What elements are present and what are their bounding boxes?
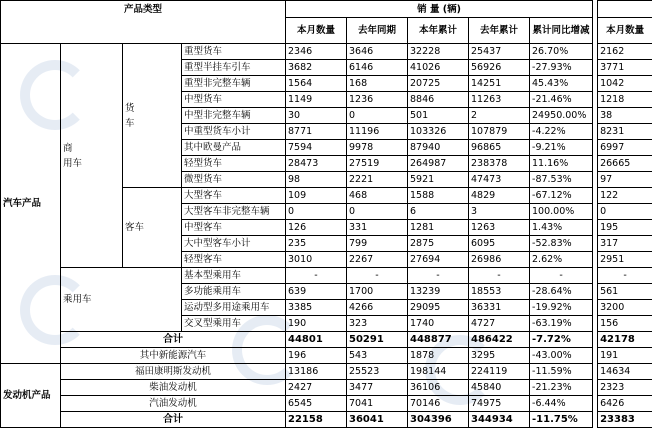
cell: 3385 [286,300,347,316]
cell: -11.75% [530,412,593,428]
row-label: 轻型货车 [182,156,286,172]
engine-total-label: 合计 [61,412,286,428]
cell: - [530,268,593,284]
cell: 4829 [469,188,530,204]
cell: 1042 [598,76,652,92]
cell: 196 [286,348,347,364]
cell: 96865 [469,140,530,156]
cell: 2346 [286,44,347,60]
row-label: 中型客车 [182,220,286,236]
cell: 2875 [408,236,469,252]
cell: 36331 [469,300,530,316]
cell: 3295 [469,348,530,364]
cell: 41026 [408,60,469,76]
cell: 9978 [347,140,408,156]
cell: 56926 [469,60,530,76]
cell: 126 [286,220,347,236]
row-label: 交叉型乘用车 [182,316,286,332]
cell: 1700 [347,284,408,300]
group-trucks: 货 车 [123,44,182,188]
cell: 1878 [408,348,469,364]
row-label: 柴油发动机 [61,380,286,396]
cell: 501 [408,108,469,124]
cell: 468 [347,188,408,204]
cell: 25523 [347,364,408,380]
cell: 1218 [598,92,652,108]
cell: 8771 [286,124,347,140]
cell: -52.83% [530,236,593,252]
cell: 2162 [598,44,652,60]
cell: 3010 [286,252,347,268]
cell: 191 [598,348,652,364]
cell: 11263 [469,92,530,108]
extra-header-blank [598,1,652,18]
cell: 2427 [286,380,347,396]
cell: 639 [286,284,347,300]
cell: 24950.00% [530,108,593,124]
cell: 38 [598,108,652,124]
cell: 22158 [286,412,347,428]
cell: 50291 [347,332,408,348]
cell: 6997 [598,140,652,156]
cell: 3200 [598,300,652,316]
cell: 190 [286,316,347,332]
cell: 0 [347,204,408,220]
row-label: 大型客车非完整车辆 [182,204,286,220]
row-label: 福田康明斯发动机 [61,364,286,380]
cell: 0 [598,204,652,220]
cell: -28.64% [530,284,593,300]
group-commercial-vehicles: 商 用车 [61,44,123,268]
cell: -67.12% [530,188,593,204]
product-type-header: 产品类型 [1,1,286,44]
cell: 0 [286,204,347,220]
cell: - [408,268,469,284]
cell: 87940 [408,140,469,156]
cell: 122 [598,188,652,204]
cell: - [469,268,530,284]
cell: 331 [347,220,408,236]
cell: 27519 [347,156,408,172]
cell: 3771 [598,60,652,76]
cell: 198144 [408,364,469,380]
cell: 25437 [469,44,530,60]
cell: 1263 [469,220,530,236]
cell: 561 [598,284,652,300]
cell: 70146 [408,396,469,412]
cell: -43.00% [530,348,593,364]
row-label: 大中型客车小计 [182,236,286,252]
cell: - [598,268,652,284]
col-header-last-ytd: 去年累计 [469,18,530,44]
cell: 6146 [347,60,408,76]
cell: 11196 [347,124,408,140]
cell: 2 [469,108,530,124]
cell: -21.46% [530,92,593,108]
new-energy-label: 其中新能源汽车 [61,348,286,364]
cell: 2221 [347,172,408,188]
vehicle-total-label: 合计 [61,332,286,348]
cell: 1.43% [530,220,593,236]
cell: - [347,268,408,284]
cell: 6426 [598,396,652,412]
row-label: 运动型多用途乘用车 [182,300,286,316]
cell: 8231 [598,124,652,140]
col-header-month-extra: 本月数量 [598,18,652,44]
cell: 2951 [598,252,652,268]
cell: 486422 [469,332,530,348]
cell: 6 [408,204,469,220]
row-label: 中型非完整车辆 [182,108,286,124]
cell: 5921 [408,172,469,188]
cell: 18553 [469,284,530,300]
cell: 13186 [286,364,347,380]
cell: 235 [286,236,347,252]
cell: - [286,268,347,284]
cell: 0 [347,108,408,124]
cell: 26986 [469,252,530,268]
cell: 4266 [347,300,408,316]
cell: 323 [347,316,408,332]
cell: 20725 [408,76,469,92]
cell: 1740 [408,316,469,332]
cell: 195 [598,220,652,236]
cell: 103326 [408,124,469,140]
cell: 8846 [408,92,469,108]
cell: 317 [598,236,652,252]
cell: 3682 [286,60,347,76]
cell: 448877 [408,332,469,348]
cell: 107879 [469,124,530,140]
cell: -7.72% [530,332,593,348]
row-label: 基本型乘用车 [182,268,286,284]
cell: 264987 [408,156,469,172]
cell: 2267 [347,252,408,268]
row-label: 重型半挂车引车 [182,60,286,76]
row-label: 多功能乘用车 [182,284,286,300]
cell: 11.16% [530,156,593,172]
group-vehicle-products: 汽车产品 [1,44,61,364]
col-header-yoy-change: 累计同比增减 [530,18,593,44]
cell: 1236 [347,92,408,108]
col-header-ytd: 本年累计 [408,18,469,44]
cell: 42178 [598,332,652,348]
cell: 45.43% [530,76,593,92]
cell: 1281 [408,220,469,236]
cell: -63.19% [530,316,593,332]
cell: 1588 [408,188,469,204]
cell: 26665 [598,156,652,172]
col-header-month: 本月数量 [286,18,347,44]
cell: 1564 [286,76,347,92]
cell: 44801 [286,332,347,348]
cell: -11.59% [530,364,593,380]
cell: 74975 [469,396,530,412]
cell: 28473 [286,156,347,172]
cell: 1149 [286,92,347,108]
cell: 100.00% [530,204,593,220]
cell: -27.93% [530,60,593,76]
cell: 45840 [469,380,530,396]
cell: -6.44% [530,396,593,412]
cell: 29095 [408,300,469,316]
row-label: 轻型客车 [182,252,286,268]
col-header-last-year: 去年同期 [347,18,408,44]
cell: 23383 [598,412,652,428]
row-label: 重型非完整车辆 [182,76,286,92]
cell: 224119 [469,364,530,380]
cell: 156 [598,316,652,332]
cell: 98 [286,172,347,188]
cell: 14251 [469,76,530,92]
sales-group-header: 销 量 (辆) [286,1,593,18]
cell: 14634 [598,364,652,380]
row-label: 重型货车 [182,44,286,60]
cell: 799 [347,236,408,252]
cell: 6545 [286,396,347,412]
cell: 2.62% [530,252,593,268]
group-engine-products: 发动机产品 [1,364,61,428]
row-label: 微型货车 [182,172,286,188]
cell: 97 [598,172,652,188]
row-label: 其中欧曼产品 [182,140,286,156]
row-label: 中型货车 [182,92,286,108]
cell: 4727 [469,316,530,332]
cell: 304396 [408,412,469,428]
cell: 238378 [469,156,530,172]
cell: 13239 [408,284,469,300]
cell: -9.21% [530,140,593,156]
cell: -4.22% [530,124,593,140]
cell: 543 [347,348,408,364]
cell: 344934 [469,412,530,428]
cell: 7594 [286,140,347,156]
row-label: 中重型货车小计 [182,124,286,140]
cell: 6095 [469,236,530,252]
group-buses: 客车 [123,188,182,268]
cell: 30 [286,108,347,124]
cell: 26.70% [530,44,593,60]
cell: 32228 [408,44,469,60]
cell: 27694 [408,252,469,268]
cell: 109 [286,188,347,204]
cell: 3646 [347,44,408,60]
cell: 168 [347,76,408,92]
group-passenger-cars: 乘用车 [61,268,182,332]
row-label: 大型客车 [182,188,286,204]
cell: 7041 [347,396,408,412]
cell: -19.92% [530,300,593,316]
cell: -21.23% [530,380,593,396]
cell: 36106 [408,380,469,396]
cell: 47473 [469,172,530,188]
cell: 3 [469,204,530,220]
cell: 2323 [598,380,652,396]
row-label: 汽油发动机 [61,396,286,412]
cell: 3477 [347,380,408,396]
cell: 36041 [347,412,408,428]
cell: -87.53% [530,172,593,188]
